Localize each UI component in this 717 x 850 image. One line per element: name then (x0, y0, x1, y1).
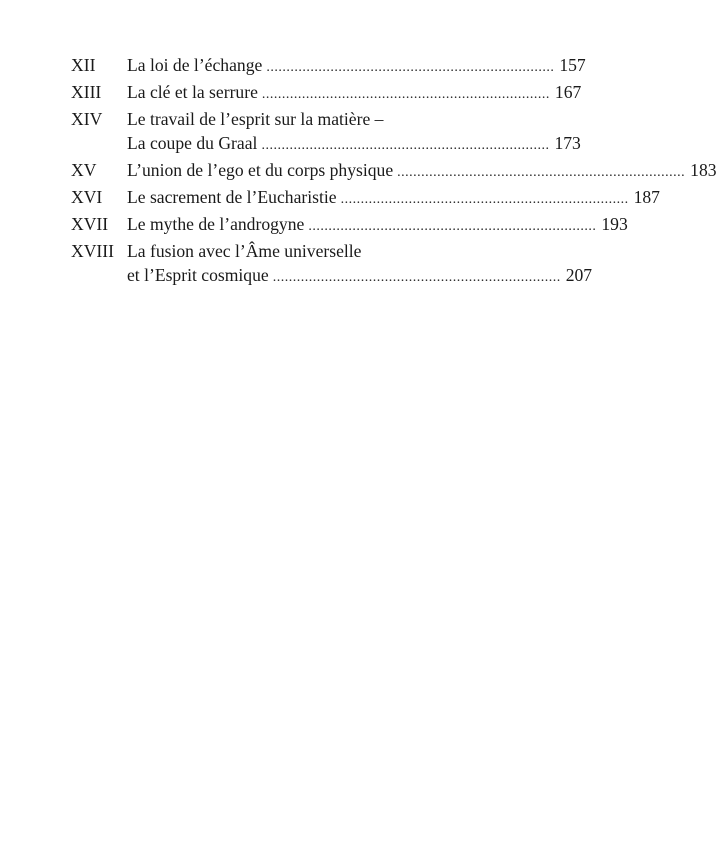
chapter-number: XVIII (71, 241, 114, 261)
toc-entry-xvi (71, 185, 660, 212)
chapter-title-line (127, 131, 581, 158)
chapter-title-first-line: La fusion avec l’Âme universelle (127, 241, 362, 261)
chapter-number: XV (71, 160, 97, 180)
chapter-title-line (127, 158, 717, 185)
page-number: 193 (601, 214, 628, 234)
page-number: 207 (565, 265, 593, 285)
chapter-title-line (127, 263, 593, 290)
chapter-title-first-line: Le travail de l’esprit sur la matière – (127, 109, 384, 129)
chapter-number: XIII (71, 82, 102, 102)
table-of-contents (71, 53, 717, 290)
dot-leader: ........................................................................ (261, 138, 550, 153)
chapter-title-block (127, 80, 582, 107)
dot-leader: ........................................................................ (266, 60, 555, 75)
page-number: 187 (633, 187, 660, 207)
chapter-title-block (127, 212, 628, 239)
chapter-title: La loi de l’échange (127, 55, 263, 75)
chapter-title-block (127, 239, 593, 290)
chapter-title-line (127, 185, 660, 212)
chapter-title: La clé et la serrure (127, 82, 258, 102)
chapter-title-block (127, 158, 717, 185)
dot-leader: ........................................................................ (308, 219, 597, 234)
chapter-title-block (127, 107, 581, 158)
chapter-title: Le mythe de l’androgyne (127, 214, 305, 234)
dot-leader: ........................................................................ (397, 165, 686, 180)
page-number: 173 (554, 133, 581, 153)
dot-leader: ........................................................................ (340, 192, 629, 207)
chapter-number: XII (71, 55, 96, 75)
toc-entry-xii (71, 53, 586, 80)
chapter-title: La coupe du Graal (127, 133, 258, 153)
page-number: 183 (690, 160, 717, 180)
toc-entry-xiv (71, 107, 581, 158)
chapter-title-line (127, 212, 628, 239)
chapter-number: XIV (71, 109, 103, 129)
chapter-title: et l’Esprit cosmique (127, 265, 269, 285)
chapter-number: XVI (71, 187, 103, 207)
chapter-number: XVII (71, 214, 109, 234)
toc-entry-xiii (71, 80, 582, 107)
chapter-title-line (127, 53, 586, 80)
toc-entry-xv (71, 158, 717, 185)
dot-leader: ........................................................................ (272, 270, 561, 285)
page-number: 157 (559, 55, 586, 75)
page-number: 167 (554, 82, 582, 102)
chapter-title-line (127, 80, 582, 107)
toc-entry-xviii (71, 239, 593, 290)
chapter-title-block (127, 53, 586, 80)
toc-entry-xvii (71, 212, 628, 239)
chapter-title: L’union de l’ego et du corps physique (127, 160, 394, 180)
chapter-title-block (127, 185, 660, 212)
chapter-title: Le sacrement de l’Eucharistie (127, 187, 337, 207)
dot-leader: ........................................................................ (261, 87, 550, 102)
